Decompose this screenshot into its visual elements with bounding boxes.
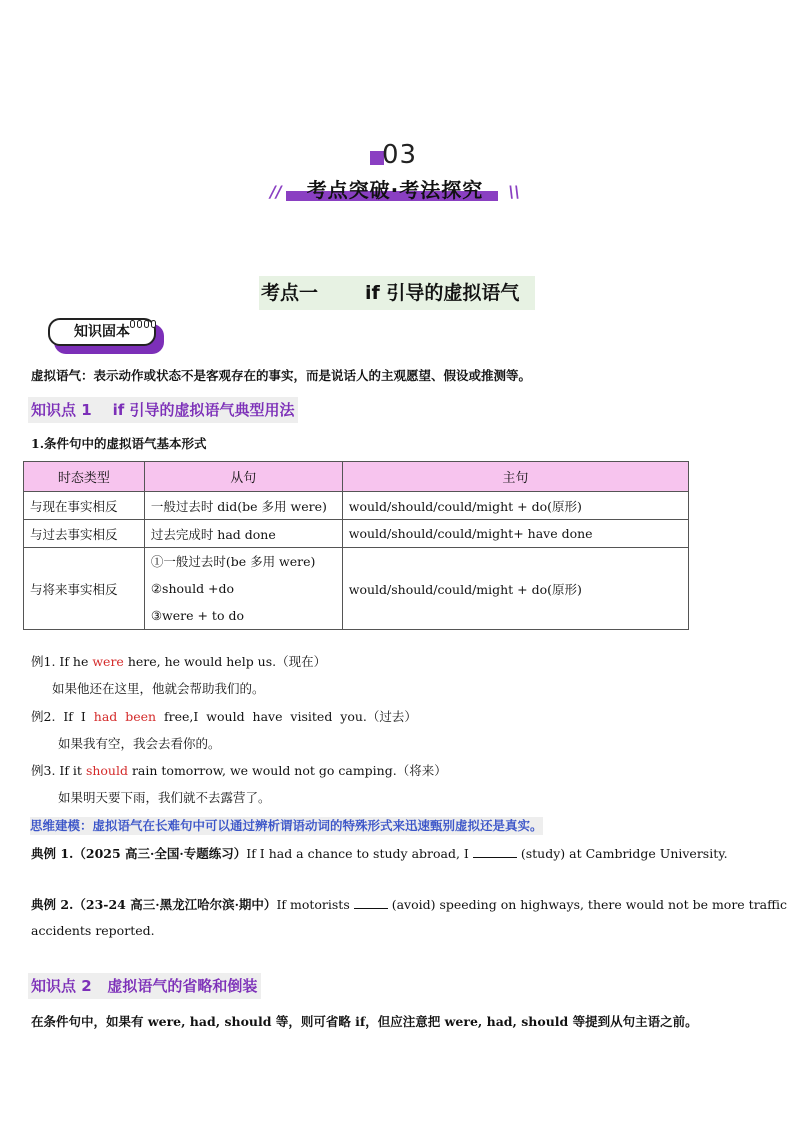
example-2 (31, 708, 417, 726)
typical-example-label: 典例 1.（2025 高三·全国·专题练习） (31, 846, 247, 861)
table-row (24, 520, 689, 548)
table-cell-type: 与现在事实相反 (24, 492, 145, 520)
section-heading (259, 276, 535, 310)
typical-example-1 (31, 845, 728, 863)
example-highlight: had been (93, 709, 157, 724)
table-cell-type: 与将来事实相反 (24, 548, 145, 630)
typical-example-2 (31, 896, 787, 914)
table-cell-type: 与过去事实相反 (24, 520, 145, 548)
table-cell-clause: 过去完成时 had done (144, 520, 342, 548)
section-number-text: 03 (382, 140, 418, 170)
table-header-row (24, 462, 689, 492)
typical-example-text: (study) at Cambridge University. (520, 846, 728, 861)
knowledge-point-2-title: 虚拟语气的省略和倒装 (107, 977, 258, 995)
example-text: free,I would have visited you.（过去） (156, 709, 417, 724)
example-text: 例3. If it (31, 763, 86, 778)
example-text: here, he would help us.（现在） (123, 654, 327, 669)
clause-option: ②should +do (150, 581, 235, 596)
section-number (370, 140, 430, 174)
thinking-model-note: 思维建模：虚拟语气在长难句中可以通过辨析谓语动词的特殊形式来迅速甄别虚拟还是真实。 (30, 818, 543, 833)
example-3 (31, 762, 447, 780)
answer-blank[interactable] (354, 896, 388, 909)
table-cell-clause (144, 548, 342, 630)
knowledge-point-1-label: 知识点 1 (31, 401, 92, 419)
example-text: 例2. If I (31, 709, 94, 724)
example-highlight: should (85, 763, 128, 778)
typical-example-text: If I had a chance to study abroad, I (246, 846, 469, 861)
knowledge-point-1-title: if 引导的虚拟语气典型用法 (112, 401, 295, 419)
table-header-cell: 主句 (342, 462, 688, 492)
example-highlight: were (92, 654, 124, 669)
clause-option: ③were + to do (150, 608, 244, 623)
section-heading-title: if 引导的虚拟语气 (365, 282, 520, 304)
example-3-translation: 如果明天要下雨，我们就不去露营了。 (58, 790, 271, 805)
table-cell-main: would/should/could/might + do(原形) (342, 548, 688, 630)
definition-text: 虚拟语气：表示动作或状态不是客观存在的事实，而是说话人的主观愿望、假设或推测等。 (31, 368, 532, 383)
omission-rule-text: 在条件句中，如果有 were, had, should 等，则可省略 if，但应注意把 were, had, should 等提到从句主语之前。 (31, 1014, 698, 1029)
example-1-translation: 如果他还在这里，他就会帮助我们的。 (52, 681, 265, 696)
example-2-translation: 如果我有空，我会去看你的。 (58, 736, 221, 751)
table-row (24, 492, 689, 520)
table-cell-main: would/should/could/might + do(原形) (342, 492, 688, 520)
table-cell-main: would/should/could/might+ have done (342, 520, 688, 548)
subheading-basic-form: 1.条件句中的虚拟语气基本形式 (31, 436, 207, 451)
example-text: rain tomorrow, we would not go camping.（将来） (127, 763, 447, 778)
answer-blank[interactable] (473, 845, 517, 858)
clause-option: ①一般过去时(be 多用 were) (150, 554, 316, 569)
banner-title: 考点突破·考法探究 (306, 178, 484, 202)
typical-example-text: If motorists (276, 897, 350, 912)
table-cell-clause: 一般过去时 did(be 多用 were) (144, 492, 342, 520)
table-header-cell: 从句 (144, 462, 342, 492)
table-header-cell: 时态类型 (24, 462, 145, 492)
typical-example-label: 典例 2.（23-24 高三·黑龙江哈尔滨·期中） (31, 897, 277, 912)
example-text: 例1. If he (31, 654, 93, 669)
table-row (24, 548, 689, 630)
banner-slash-left: // (270, 182, 282, 201)
subjunctive-forms-table (23, 461, 689, 630)
section-heading-label: 考点一 (261, 282, 319, 304)
badge-label: 知识固本 (74, 324, 130, 340)
typical-example-2-continuation: accidents reported. (31, 923, 155, 938)
chapter-banner (270, 174, 520, 206)
typical-example-text: (avoid) speeding on highways, there would not be more traffic (391, 897, 787, 912)
banner-slash-right: \\ (508, 182, 520, 201)
knowledge-badge (48, 318, 166, 356)
knowledge-point-2-heading (28, 973, 261, 999)
knowledge-point-1-heading (28, 397, 298, 423)
example-1 (31, 653, 326, 671)
knowledge-point-2-label: 知识点 2 (31, 977, 92, 995)
